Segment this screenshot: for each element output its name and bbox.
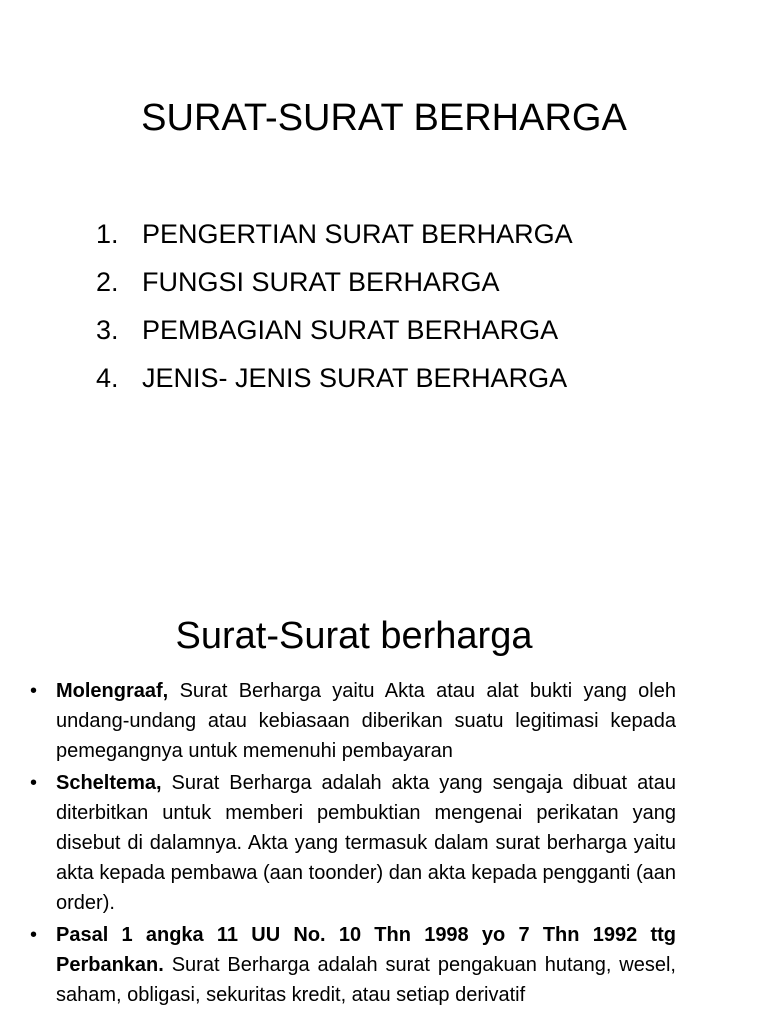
topic-number: 4. — [96, 363, 119, 393]
slide-2-title: Surat-Surat berharga — [175, 615, 533, 657]
topic-label: PEMBAGIAN SURAT BERHARGA — [142, 315, 559, 345]
slide-1-title: SURAT-SURAT BERHARGA — [141, 97, 627, 139]
bullet-icon: • — [30, 680, 38, 702]
topic-item — [96, 258, 573, 306]
definition-list — [30, 676, 676, 1012]
definition-term: Scheltema, — [56, 772, 162, 794]
slide-2 — [0, 512, 768, 1024]
topic-number: 3. — [96, 315, 119, 345]
definition-item — [30, 768, 676, 918]
definition-text: Surat Berharga adalah akta yang sengaja dibuat atau diterbitkan untuk memberi pembuktian mengenai perikatan yang disebut di dalamnya. Akta yang termasuk dalam surat berharga yaitu akta kepada pembawa (aan toonder) dan akta kepada pengganti (aan order). — [56, 772, 676, 914]
definition-term: Molengraaf, — [56, 680, 169, 702]
bullet-icon: • — [30, 772, 38, 794]
topic-item — [96, 210, 573, 258]
definition-item — [30, 920, 676, 1010]
topic-label: JENIS- JENIS SURAT BERHARGA — [142, 363, 568, 393]
definition-text: Surat Berharga yaitu Akta atau alat bukti yang oleh undang-undang atau kebiasaan diberikan suatu legitimasi kepada pemegangnya untuk memenuhi pembayaran — [56, 680, 676, 762]
definition-text: Surat Berharga adalah surat pengakuan hutang, wesel, saham, obligasi, sekuritas kredit, atau setiap derivatif — [56, 954, 676, 1006]
topic-item — [96, 306, 573, 354]
topic-label: PENGERTIAN SURAT BERHARGA — [142, 219, 573, 249]
topic-label: FUNGSI SURAT BERHARGA — [142, 267, 500, 297]
definition-item — [30, 676, 676, 766]
topic-item — [96, 354, 573, 402]
topic-number: 1. — [96, 219, 119, 249]
definition-term: Pasal 1 angka 11 UU No. 10 Thn 1998 yo 7 Thn 1992 ttg Perbankan. — [56, 924, 676, 976]
bullet-icon: • — [30, 924, 38, 946]
topic-list — [96, 210, 573, 402]
topic-number: 2. — [96, 267, 119, 297]
